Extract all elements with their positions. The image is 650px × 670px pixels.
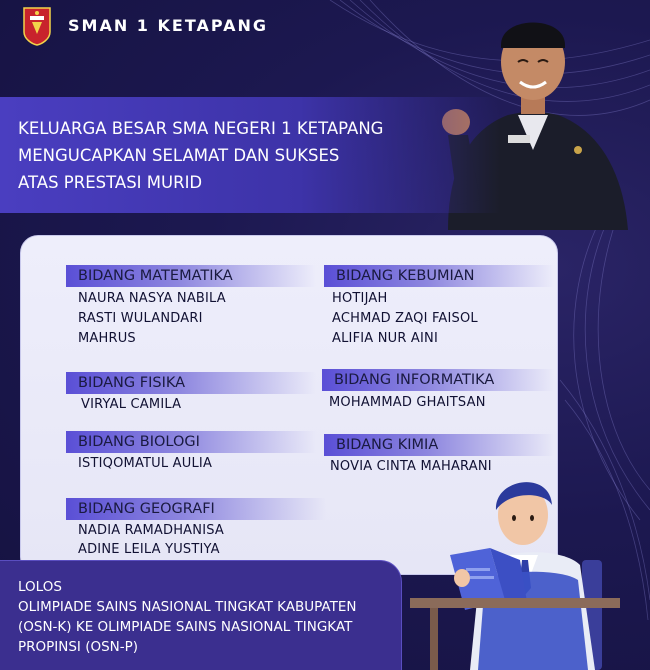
student-name: MAHRUS <box>78 331 136 346</box>
qualification-line-2: OLIMPIADE SAINS NASIONAL TINGKAT KABUPATEN <box>18 599 357 615</box>
qualification-box <box>0 560 402 670</box>
student-name: ISTIQOMATUL AULIA <box>78 456 213 471</box>
category-label-fisika: BIDANG FISIKA <box>66 372 316 394</box>
student-name: RASTI WULANDARI <box>78 311 203 326</box>
student-name: ADINE LEILA YUSTIYA <box>78 542 220 557</box>
qualification-line-4: PROPINSI (OSN-P) <box>18 639 139 655</box>
student-name: NAURA NASYA NABILA <box>78 291 226 306</box>
school-name: SMAN 1 KETAPANG <box>68 16 269 35</box>
student-reading-illustration <box>410 460 650 670</box>
category-label-informatika: BIDANG INFORMATIKA <box>322 369 554 391</box>
category-label-geografi: BIDANG GEOGRAFI <box>66 498 326 520</box>
title-line-3: ATAS PRESTASI MURID <box>18 173 203 192</box>
student-name: NOVIA CINTA MAHARANI <box>330 459 492 474</box>
category-label-matematika: BIDANG MATEMATIKA <box>66 265 316 287</box>
qualification-line-1: LOLOS <box>18 579 62 595</box>
title-band <box>0 97 500 213</box>
school-crest-icon <box>22 6 52 46</box>
category-label-biologi: BIDANG BIOLOGI <box>66 431 316 453</box>
title-line-1: KELUARGA BESAR SMA NEGERI 1 KETAPANG <box>18 119 384 138</box>
title-line-2: MENGUCAPKAN SELAMAT DAN SUKSES <box>18 146 340 165</box>
student-name: HOTIJAH <box>332 291 388 306</box>
student-name: MOHAMMAD GHAITSAN <box>329 395 486 410</box>
student-name: NADIA RAMADHANISA <box>78 523 225 538</box>
student-name: VIRYAL CAMILA <box>81 397 182 412</box>
category-label-kimia: BIDANG KIMIA <box>324 434 554 456</box>
student-name: ALIFIA NUR AINI <box>332 331 438 346</box>
qualification-line-3: (OSN-K) KE OLIMPIADE SAINS NASIONAL TINGKAT <box>18 619 353 635</box>
category-label-kebumian: BIDANG KEBUMIAN <box>324 265 554 287</box>
student-name: ACHMAD ZAQI FAISOL <box>332 311 478 326</box>
